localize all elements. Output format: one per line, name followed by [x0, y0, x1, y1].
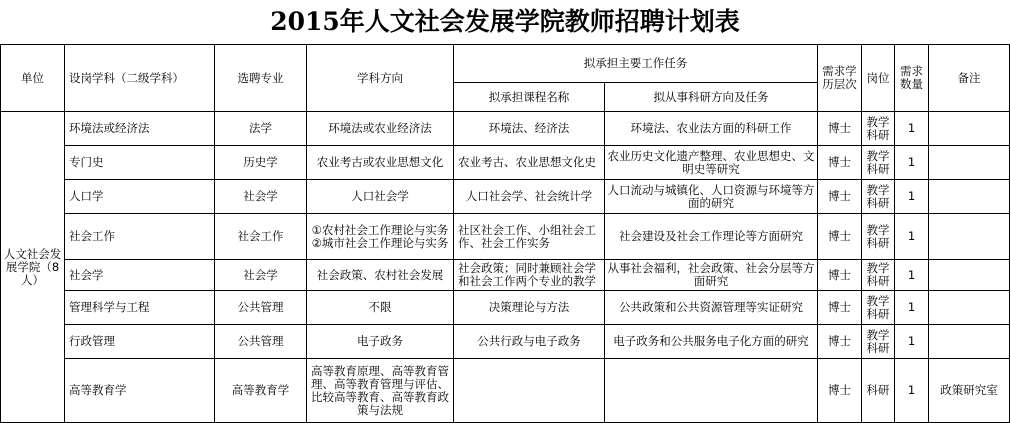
courses-cell: 决策理论与方法	[454, 291, 605, 325]
courses-cell: 社会政策；同时兼顾社会学和社会工作两个专业的教学	[454, 260, 605, 291]
page-title: 2015年人文社会发展学院教师招聘计划表	[270, 7, 740, 36]
header-discipline: 设岗学科（二级学科）	[65, 45, 215, 112]
note-cell: 政策研究室	[929, 359, 1010, 423]
note-cell	[929, 180, 1010, 214]
direction-cell: 高等教育原理、高等教育管理、高等教育管理与评估、比较高等教育、高等教育政策与法规	[307, 359, 454, 423]
table-row	[1, 180, 1010, 214]
direction-cell: 环境法或农业经济法	[307, 112, 454, 146]
table-row	[1, 112, 1010, 146]
recruitment-table	[0, 44, 1010, 423]
major-cell: 社会学	[215, 180, 307, 214]
degree-cell: 博士	[818, 146, 862, 180]
discipline-cell: 专门史	[65, 146, 215, 180]
research-cell: 公共政策和公共资源管理等实证研究	[605, 291, 818, 325]
direction-cell: 人口社会学	[307, 180, 454, 214]
degree-cell: 博士	[818, 291, 862, 325]
note-cell	[929, 260, 1010, 291]
research-cell: 电子政务和公共服务电子化方面的研究	[605, 325, 818, 359]
table-row	[1, 359, 1010, 423]
major-cell: 社会学	[215, 260, 307, 291]
header-direction: 学科方向	[307, 45, 454, 112]
degree-cell: 博士	[818, 260, 862, 291]
major-cell: 公共管理	[215, 291, 307, 325]
table-row	[1, 325, 1010, 359]
degree-cell: 博士	[818, 214, 862, 260]
note-cell	[929, 291, 1010, 325]
courses-cell: 公共行政与电子政务	[454, 325, 605, 359]
discipline-cell: 环境法或经济法	[65, 112, 215, 146]
discipline-cell: 社会学	[65, 260, 215, 291]
post-cell: 教学科研	[862, 112, 895, 146]
post-cell: 教学科研	[862, 180, 895, 214]
note-cell	[929, 112, 1010, 146]
count-cell: 1	[895, 180, 929, 214]
post-cell: 教学科研	[862, 214, 895, 260]
header-degree: 需求学历层次	[818, 45, 862, 112]
count-cell: 1	[895, 260, 929, 291]
count-cell: 1	[895, 214, 929, 260]
discipline-cell: 高等教育学	[65, 359, 215, 423]
header-tasks: 拟承担主要工作任务	[454, 45, 818, 83]
courses-cell: 环境法、经济法	[454, 112, 605, 146]
post-cell: 科研	[862, 359, 895, 423]
direction-cell: 电子政务	[307, 325, 454, 359]
count-cell: 1	[895, 112, 929, 146]
discipline-cell: 行政管理	[65, 325, 215, 359]
header-note: 备注	[929, 45, 1010, 112]
post-cell: 教学科研	[862, 260, 895, 291]
major-cell: 法学	[215, 112, 307, 146]
major-cell: 社会工作	[215, 214, 307, 260]
research-cell: 社会建设及社会工作理论等方面研究	[605, 214, 818, 260]
courses-cell	[454, 359, 605, 423]
unit-cell: 人文社会发展学院（8人）	[1, 112, 65, 423]
header-unit: 单位	[1, 45, 65, 112]
courses-cell: 人口社会学、社会统计学	[454, 180, 605, 214]
research-cell: 环境法、农业法方面的科研工作	[605, 112, 818, 146]
research-cell: 农业历史文化遗产整理、农业思想史、文明史等研究	[605, 146, 818, 180]
discipline-cell: 管理科学与工程	[65, 291, 215, 325]
research-cell: 人口流动与城镇化、人口资源与环境等方面的研究	[605, 180, 818, 214]
header-count: 需求数量	[895, 45, 929, 112]
header-row	[1, 45, 1010, 83]
note-cell	[929, 214, 1010, 260]
degree-cell: 博士	[818, 112, 862, 146]
degree-cell: 博士	[818, 359, 862, 423]
count-cell: 1	[895, 359, 929, 423]
table-row	[1, 146, 1010, 180]
post-cell: 教学科研	[862, 146, 895, 180]
table-row	[1, 260, 1010, 291]
major-cell: 高等教育学	[215, 359, 307, 423]
direction-cell: ①农村社会工作理论与实务②城市社会工作理论与实务	[307, 214, 454, 260]
table-row	[1, 214, 1010, 260]
discipline-cell: 社会工作	[65, 214, 215, 260]
degree-cell: 博士	[818, 180, 862, 214]
post-cell: 教学科研	[862, 325, 895, 359]
header-major: 选聘专业	[215, 45, 307, 112]
direction-cell: 社会政策、农村社会发展	[307, 260, 454, 291]
degree-cell: 博士	[818, 325, 862, 359]
count-cell: 1	[895, 146, 929, 180]
table-row	[1, 291, 1010, 325]
direction-cell: 不限	[307, 291, 454, 325]
direction-cell: 农业考古或农业思想文化	[307, 146, 454, 180]
note-cell	[929, 325, 1010, 359]
courses-cell: 农业考古、农业思想文化史	[454, 146, 605, 180]
header-post: 岗位	[862, 45, 895, 112]
header-research: 拟从事科研方向及任务	[605, 83, 818, 112]
note-cell	[929, 146, 1010, 180]
courses-cell: 社区社会工作、小组社会工作、社会工作实务	[454, 214, 605, 260]
post-cell: 教学科研	[862, 291, 895, 325]
major-cell: 历史学	[215, 146, 307, 180]
major-cell: 公共管理	[215, 325, 307, 359]
research-cell: 从事社会福利，社会政策、社会分层等方面研究	[605, 260, 818, 291]
discipline-cell: 人口学	[65, 180, 215, 214]
count-cell: 1	[895, 325, 929, 359]
count-cell: 1	[895, 291, 929, 325]
research-cell	[605, 359, 818, 423]
header-courses: 拟承担课程名称	[454, 83, 605, 112]
